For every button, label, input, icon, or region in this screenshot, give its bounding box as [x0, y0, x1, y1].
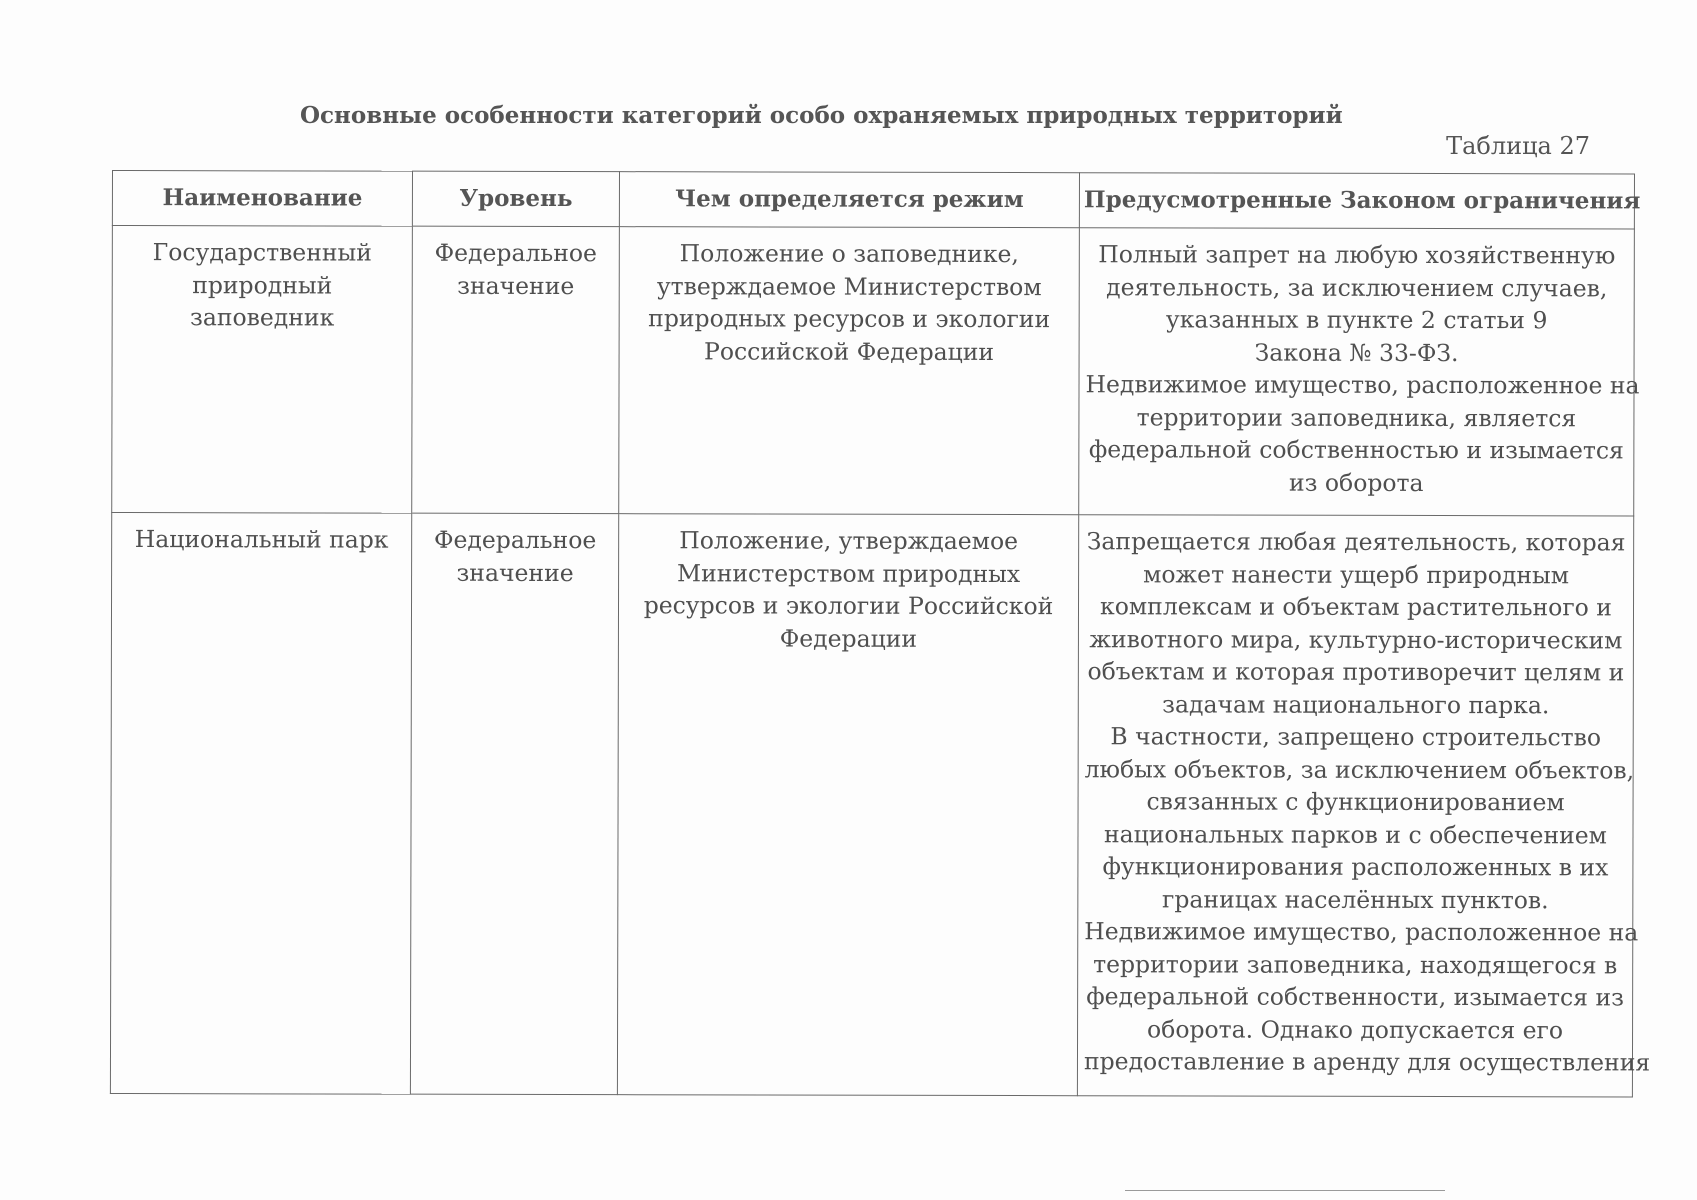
restrictions-line: федеральной собственности, изымается из [1086, 982, 1625, 1012]
cell-name-text: Национальный парк [134, 525, 389, 554]
cell-regime-text: Положение о заповеднике, утверждаемое Министерством природных ресурсов и экологии Российской Федерации [648, 239, 1051, 366]
restrictions-line: Недвижимое имущество, расположенное на [1085, 370, 1640, 400]
restrictions-line: Закона № 33-ФЗ. [1254, 338, 1459, 367]
cell-regime-text: Положение, утверждаемое Министерством природных ресурсов и экологии Российской Федерации [643, 526, 1054, 653]
restrictions-line: комплексам и объектам растительного и [1100, 592, 1612, 622]
table-row [112, 226, 1635, 516]
footer-rule [1125, 1190, 1445, 1191]
cell-name [112, 226, 413, 514]
restrictions-line: Запрещается любая деятельность, которая [1086, 527, 1626, 557]
header-name: Наименование [112, 171, 412, 227]
header-restrictions: Предусмотренные Законом ограничения [1079, 173, 1634, 229]
document-title: Основные особенности категорий особо охраняемых природных территорий [300, 102, 1343, 129]
restrictions-line: федеральной собственностью и изымается [1088, 435, 1624, 465]
restrictions-line: функционирования расположенных в их [1102, 852, 1609, 882]
restrictions-line: границах населённых пунктов. [1162, 884, 1549, 914]
restrictions-line: предоставление в аренду для осуществления [1083, 1047, 1651, 1077]
restrictions-line: любых объектов, за исключением объектов, [1084, 754, 1635, 784]
restrictions-line: Полный запрет на любую хозяйственную [1098, 240, 1616, 270]
restrictions-line: может нанести ущерб природным [1143, 559, 1570, 589]
cell-regime [619, 227, 1080, 515]
cell-restrictions [1077, 515, 1651, 1097]
restrictions-line: национальных парков и с обеспечением [1103, 819, 1608, 849]
cell-level [412, 226, 620, 513]
table-number: Таблица 27 [1446, 132, 1590, 160]
cell-name-text: Государственный природный заповедник [152, 238, 372, 332]
restrictions-line: В частности, запрещено строительство [1110, 722, 1602, 752]
restrictions-line: указанных в пункте 2 статьи 9 [1165, 305, 1548, 335]
restrictions-line: связанных с функционированием [1146, 787, 1565, 817]
restrictions-line: из оборота [1288, 468, 1424, 497]
cell-level-text: Федеральное значение [433, 525, 597, 587]
restrictions-line: территории заповедника, находящегося в [1093, 949, 1618, 979]
cell-level-text: Федеральное значение [434, 238, 597, 300]
restrictions-line: животного мира, культурно-историческим [1089, 624, 1623, 654]
cell-regime [617, 514, 1078, 1096]
restrictions-line: Недвижимое имущество, расположенное на [1084, 917, 1639, 947]
cell-restrictions [1079, 228, 1640, 516]
restrictions-lines [1085, 238, 1640, 499]
cell-name [110, 513, 411, 1095]
header-regime: Чем определяется режим [619, 172, 1079, 228]
restrictions-line: задачам национального парка. [1162, 689, 1550, 719]
restrictions-lines [1083, 525, 1651, 1079]
restrictions-line: территории заповедника, является [1136, 402, 1577, 432]
restrictions-line: оборота. Однако допускается его [1147, 1014, 1564, 1044]
protected-territories-table [110, 170, 1651, 1097]
table-header-row [112, 171, 1634, 229]
restrictions-line: деятельность, за исключением случаев, [1106, 272, 1608, 302]
table-row [110, 513, 1633, 1097]
cell-level [410, 513, 618, 1094]
restrictions-line: объектам и которая противоречит целям и [1087, 657, 1625, 687]
header-level: Уровень [412, 171, 619, 226]
